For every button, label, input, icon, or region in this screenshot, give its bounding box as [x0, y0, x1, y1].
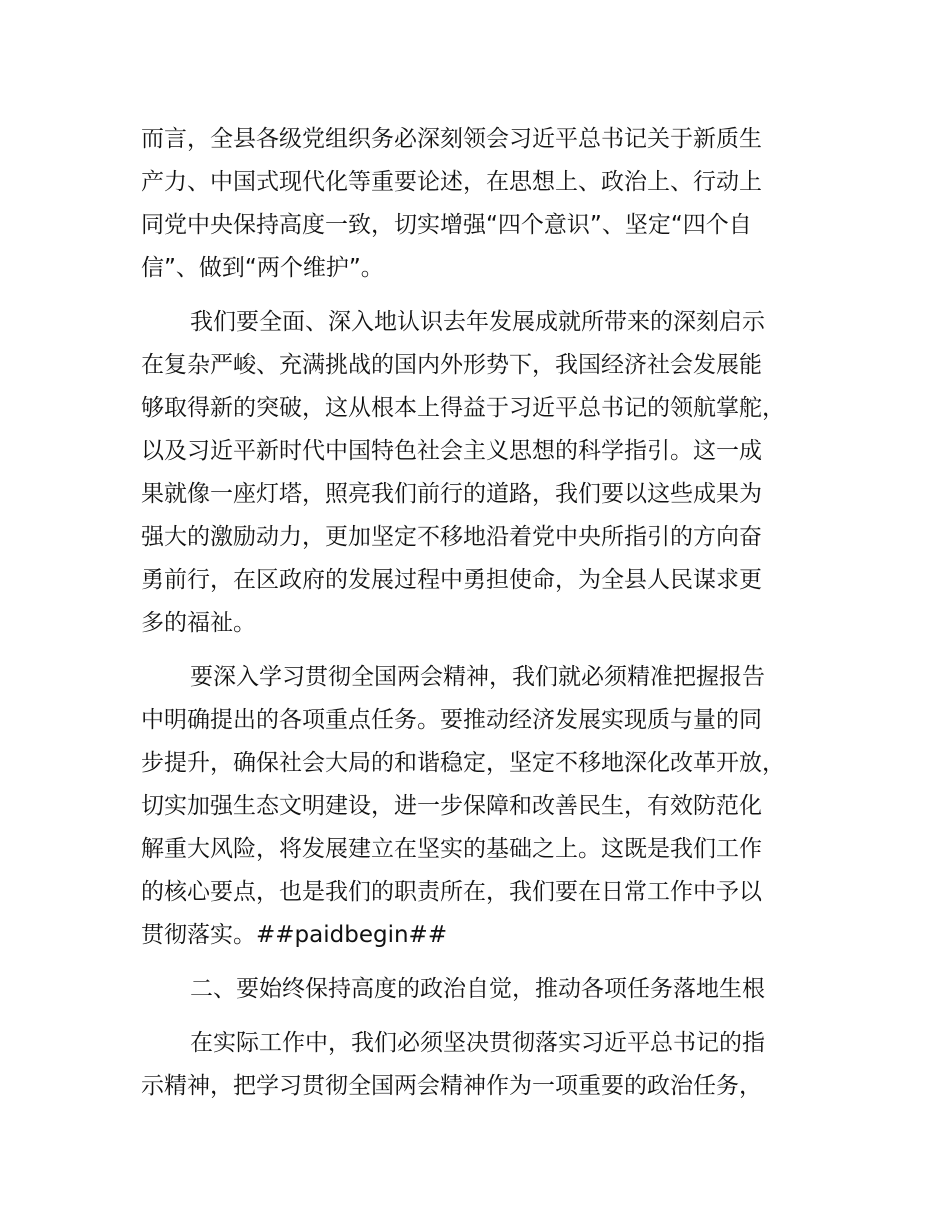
text-line: 信”、做到“两个维护”。 — [141, 255, 384, 281]
paragraph-first-line: 在实际工作中，我们必须坚决贯彻落实习近平总书记的指 — [190, 1030, 765, 1056]
text-line: 强大的激励动力，更加坚定不移地沿着党中央所指引的方向奋 — [141, 524, 762, 550]
text-line: 切实加强生态文明建设，进一步保障和改善民生，有效防范化 — [141, 793, 762, 819]
text-line: 贯彻落实。##paidbegin## — [141, 922, 448, 948]
text-line: 中明确提出的各项重点任务。要推动经济发展实现质与量的同 — [141, 707, 762, 733]
text-line: 够取得新的突破，这从根本上得益于习近平总书记的领航掌舵， — [141, 395, 785, 421]
text-line: 产力、中国式现代化等重要论述，在思想上、政治上、行动上 — [141, 169, 762, 195]
text-line: 解重大风险，将发展建立在坚实的基础之上。这既是我们工作 — [141, 836, 762, 862]
text-line: 的核心要点，也是我们的职责所在，我们要在日常工作中予以 — [141, 879, 762, 905]
text-line: 示精神，把学习贯彻全国两会精神作为一项重要的政治任务， — [141, 1073, 762, 1099]
text-line: 以及习近平新时代中国特色社会主义思想的科学指引。这一成 — [141, 438, 762, 464]
paragraph-first-line: 要深入学习贯彻全国两会精神，我们就必须精准把握报告 — [190, 664, 765, 690]
text-line: 果就像一座灯塔，照亮我们前行的道路，我们要以这些成果为 — [141, 481, 762, 507]
text-line: 而言，全县各级党组织务必深刻领会习近平总书记关于新质生 — [141, 126, 762, 152]
section-heading: 二、要始终保持高度的政治自觉，推动各项任务落地生根 — [190, 976, 765, 1002]
paragraph-first-line: 我们要全面、深入地认识去年发展成就所带来的深刻启示 — [190, 309, 765, 335]
text-line: 勇前行，在区政府的发展过程中勇担使命，为全县人民谋求更 — [141, 567, 762, 593]
text-line: 在复杂严峻、充满挑战的国内外形势下，我国经济社会发展能 — [141, 352, 762, 378]
text-line: 多的福祉。 — [141, 610, 256, 636]
text-line: 步提升，确保社会大局的和谐稳定，坚定不移地深化改革开放， — [141, 750, 785, 776]
text-line: 同党中央保持高度一致，切实增强“四个意识”、坚定“四个自 — [141, 212, 752, 238]
